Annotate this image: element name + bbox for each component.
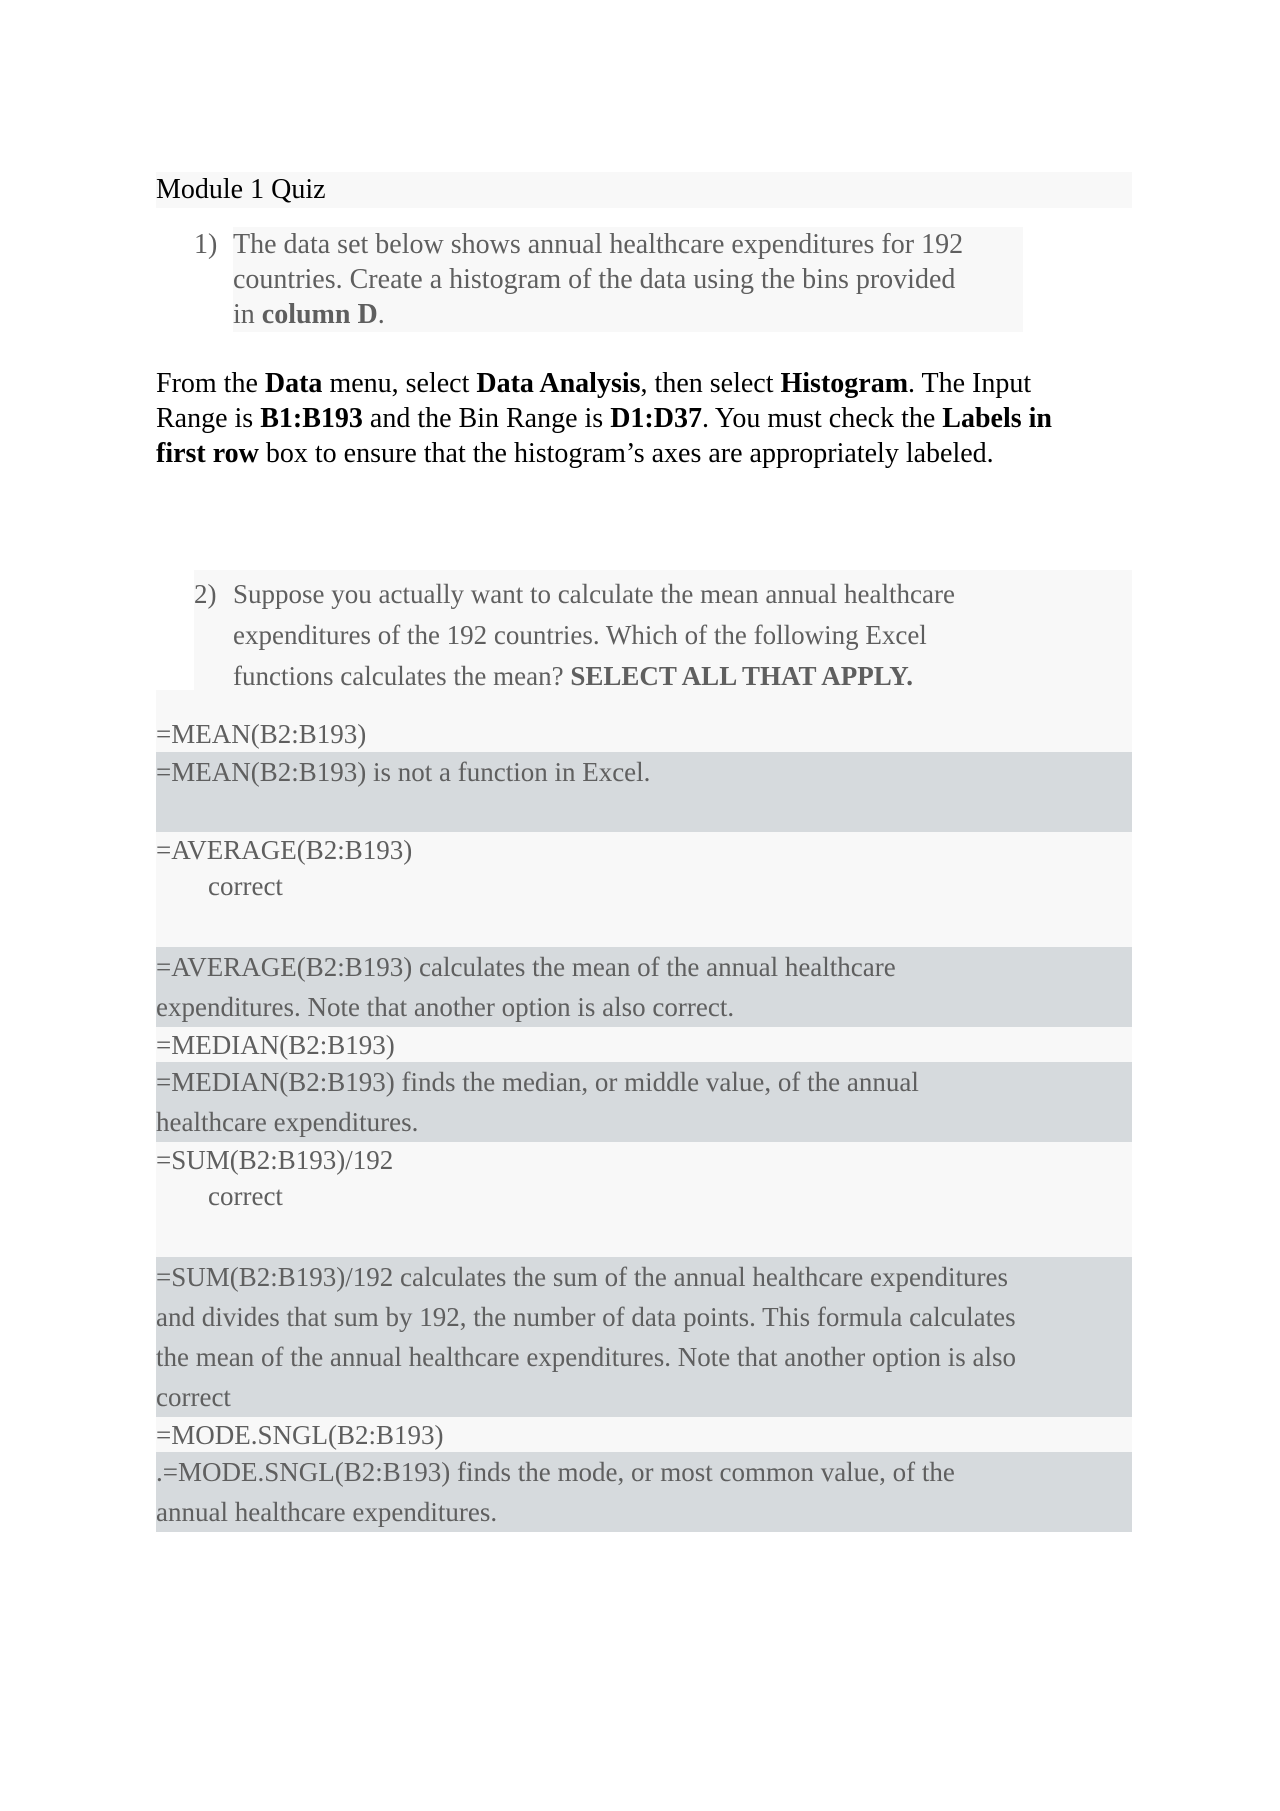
answer-feedback-line: =SUM(B2:B193)/192 calculates the sum of the annual healthcare expenditures	[156, 1262, 1008, 1292]
bold-text: Data	[264, 368, 323, 399]
answer-feedback	[156, 1062, 1132, 1142]
text-run: functions calculates the mean?	[233, 661, 571, 691]
text-run: . You must check the	[701, 403, 943, 434]
answer-feedback-line: =AVERAGE(B2:B193) calculates the mean of the annual healthcare	[156, 952, 896, 982]
answer-feedback-line: annual healthcare expenditures.	[156, 1497, 498, 1527]
text-run: expenditures of the 192 countries. Which of the following Excel	[233, 620, 927, 650]
answer-feedback-line: healthcare expenditures.	[156, 1107, 419, 1137]
bold-text: Histogram	[780, 368, 909, 399]
answer-feedback	[156, 947, 1132, 1027]
answer-feedback-line: .=MODE.SNGL(B2:B193) finds the mode, or most common value, of the	[156, 1457, 955, 1487]
text-run: in	[233, 299, 262, 330]
question-1-line	[233, 262, 1023, 297]
bold-text: B1:B193	[260, 403, 363, 434]
question-2-text	[233, 574, 955, 697]
question-1-line	[233, 297, 1023, 332]
text-run: countries. Create a histogram of the data using the bins provided	[233, 264, 956, 295]
text-run: Suppose you actually want to calculate the mean annual healthcare	[233, 579, 955, 609]
answer-feedback-line: the mean of the annual healthcare expenditures. Note that another option is also	[156, 1342, 1016, 1372]
answer-option[interactable]	[156, 1142, 1132, 1257]
answer-option[interactable]	[156, 1027, 1132, 1062]
bold-text: Data Analysis	[476, 368, 641, 399]
text-run: From the	[156, 368, 265, 399]
answer-option[interactable]	[156, 716, 1132, 752]
question-2-line	[233, 656, 955, 697]
instructions-line	[156, 436, 1132, 471]
text-run: The data set below shows annual healthcare expenditures for 192	[233, 229, 964, 260]
answer-option-label: =MEDIAN(B2:B193)	[156, 1030, 395, 1060]
text-run: box to ensure that the histogram’s axes are appropriately labeled.	[258, 438, 994, 469]
question-1-line	[233, 227, 1023, 262]
question-2-gap	[156, 570, 194, 690]
answer-feedback-line: expenditures. Note that another option is also correct.	[156, 992, 735, 1022]
answer-option-label: =SUM(B2:B193)/192	[156, 1145, 394, 1175]
answer-option-label: =MODE.SNGL(B2:B193)	[156, 1420, 444, 1450]
question-2-line	[233, 615, 955, 656]
answer-feedback-line: =MEDIAN(B2:B193) finds the median, or middle value, of the annual	[156, 1067, 919, 1097]
bold-text: D1:D37	[610, 403, 702, 434]
answer-feedback-line: correct	[156, 1382, 231, 1412]
answer-option-label: =AVERAGE(B2:B193)	[156, 835, 413, 865]
question-1-text	[233, 227, 1023, 332]
instructions-line	[156, 401, 1132, 436]
text-run: .	[377, 299, 385, 330]
bold-text: first row	[156, 438, 259, 469]
text-run: and the Bin Range is	[362, 403, 611, 434]
answer-feedback-line: and divides that sum by 192, the number of data points. This formula calculates	[156, 1302, 1016, 1332]
text-run: . The Input	[908, 368, 1032, 399]
question-2-number: 2)	[194, 579, 217, 609]
question-2-line	[233, 574, 955, 615]
quiz-title-text: Module 1 Quiz	[156, 174, 326, 205]
answer-feedback	[156, 1452, 1132, 1532]
answer-option[interactable]	[156, 832, 1132, 947]
correct-indicator: correct	[208, 1181, 283, 1211]
correct-indicator: correct	[208, 871, 283, 901]
text-run: , then select	[640, 368, 781, 399]
quiz-title	[156, 172, 1132, 208]
answer-option[interactable]	[156, 1417, 1132, 1452]
instructions-line	[156, 366, 1132, 401]
histogram-instructions	[156, 366, 1132, 471]
bold-text: SELECT ALL THAT APPLY.	[570, 661, 914, 691]
answer-feedback	[156, 752, 1132, 832]
bold-text: column D	[261, 299, 378, 330]
answer-feedback	[156, 1257, 1132, 1417]
answer-option-label: =MEAN(B2:B193)	[156, 719, 367, 749]
text-run: Range is	[156, 403, 261, 434]
answer-feedback-line: =MEAN(B2:B193) is not a function in Excel.	[156, 757, 651, 787]
bold-text: Labels in	[942, 403, 1052, 434]
text-run: menu, select	[322, 368, 477, 399]
question-1-number: 1)	[194, 229, 218, 260]
